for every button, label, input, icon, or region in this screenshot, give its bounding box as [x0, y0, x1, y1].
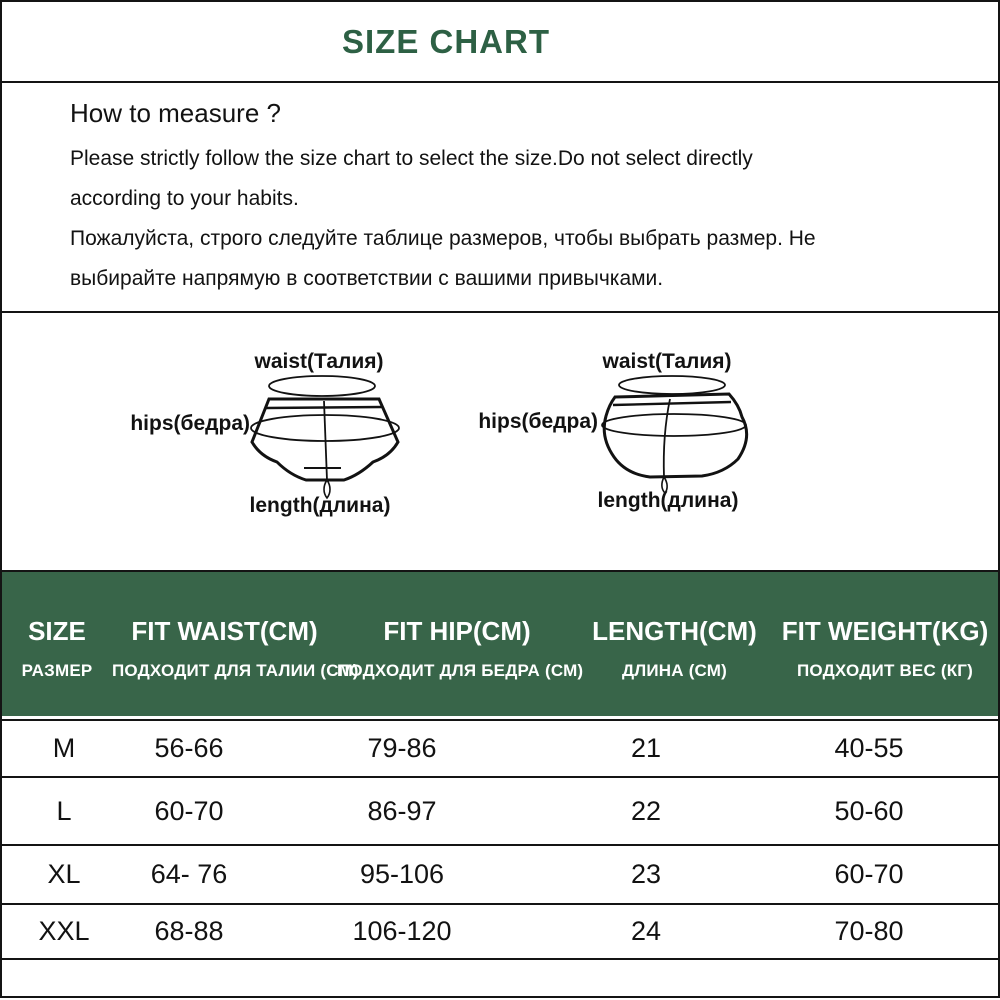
measurement-diagrams — [2, 313, 998, 568]
how-to-measure-heading: How to measure ? — [70, 98, 281, 128]
table-row-xxl — [2, 905, 998, 960]
page-title: SIZE CHART — [342, 22, 550, 60]
header-size-en: SIZE — [28, 616, 86, 646]
cell-length: 24 — [630, 916, 662, 946]
cell-length: 23 — [630, 859, 662, 889]
boyshort-hips-label: hips(бедра) — [478, 410, 598, 433]
title-box — [0, 0, 1000, 83]
cell-hip: 86-97 — [367, 795, 437, 826]
size-table — [0, 572, 1000, 998]
diagram-boyshort — [478, 350, 746, 512]
brief-length-label: length(длина) — [249, 494, 391, 517]
diagram-brief — [130, 350, 399, 517]
cell-size: XXL — [38, 916, 90, 946]
cell-hip: 95-106 — [359, 859, 445, 889]
header-length-ru: ДЛИНА (СМ) — [621, 661, 728, 680]
instruction-line-en-2: according to your habits. — [70, 187, 299, 210]
table-row-xl — [2, 846, 998, 905]
cell-weight: 40-55 — [834, 733, 904, 763]
header-hip-ru: ПОДХОДИТ ДЛЯ БЕДРА (СМ) — [337, 661, 584, 680]
cell-hip: 79-86 — [367, 733, 437, 763]
brief-waist-label: waist(Талия) — [254, 350, 384, 373]
boyshort-waist-label: waist(Талия) — [602, 350, 732, 373]
cell-weight: 60-70 — [834, 859, 904, 889]
brief-hips-label: hips(бедра) — [130, 412, 250, 435]
cell-length: 22 — [630, 795, 662, 826]
header-size-ru: РАЗМЕР — [21, 661, 93, 680]
header-weight-ru: ПОДХОДИТ ВЕС (КГ) — [796, 661, 973, 680]
brief-waist-ellipse — [269, 376, 375, 396]
boyshort-length-label: length(длина) — [597, 489, 739, 512]
header-weight-en: FIT WEIGHT(KG) — [781, 616, 989, 646]
header-waist-ru: ПОДХОДИТ ДЛЯ ТАЛИИ (СМ) — [112, 661, 359, 680]
cell-waist: 68-88 — [154, 916, 224, 946]
cell-waist: 64- 76 — [150, 859, 228, 889]
cell-length: 21 — [630, 733, 662, 763]
cell-size: L — [56, 795, 72, 826]
measure-instructions — [70, 139, 958, 299]
how-to-measure-box — [0, 83, 1000, 313]
cell-weight: 50-60 — [834, 795, 904, 826]
table-header-row-en — [2, 616, 998, 647]
cell-weight: 70-80 — [834, 916, 904, 946]
instruction-line-en-1: Please strictly follow the size chart to select the size.Do not select directly — [70, 147, 753, 170]
instruction-line-ru-2: выбирайте напрямую в соответствии с вашими привычками. — [70, 267, 664, 290]
diagrams-box — [0, 313, 1000, 572]
boyshort-waist-ellipse — [619, 376, 725, 394]
table-row-l — [2, 778, 998, 846]
table-row-empty — [2, 960, 998, 998]
cell-size: M — [52, 733, 76, 763]
table-row-m — [2, 721, 998, 778]
header-length-en: LENGTH(CM) — [592, 616, 757, 646]
cell-size: XL — [47, 859, 81, 889]
header-waist-en: FIT WAIST(CM) — [131, 616, 318, 646]
cell-hip: 106-120 — [352, 916, 452, 946]
cell-waist: 60-70 — [154, 795, 224, 826]
cell-waist: 56-66 — [154, 733, 224, 763]
instruction-line-ru-1: Пожалуйста, строго следуйте таблице размеров, чтобы выбрать размер. Не — [70, 227, 816, 250]
table-header — [2, 572, 998, 716]
header-hip-en: FIT HIP(CM) — [383, 616, 531, 646]
table-header-row-ru — [2, 661, 998, 681]
